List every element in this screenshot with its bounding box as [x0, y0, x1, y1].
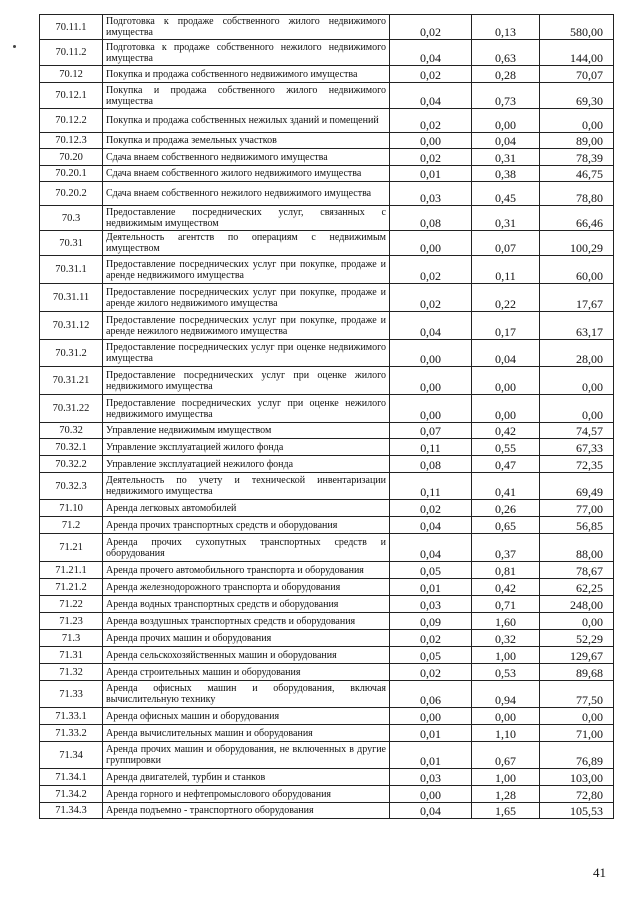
table-row [40, 562, 614, 579]
row-value-3: 69,30 [540, 83, 614, 109]
row-code: 71.33.1 [40, 708, 103, 725]
row-description: Аренда водных транспортных средств и оборудования [103, 596, 390, 613]
row-value-1: 0,00 [390, 340, 472, 367]
row-value-3: 76,89 [540, 742, 614, 769]
row-code: 71.23 [40, 613, 103, 630]
row-value-2: 1,00 [472, 769, 540, 786]
row-value-3: 77,00 [540, 500, 614, 517]
row-value-2: 0,31 [472, 149, 540, 166]
row-value-2: 1,00 [472, 647, 540, 664]
row-code: 71.2 [40, 517, 103, 534]
row-value-2: 0,11 [472, 256, 540, 284]
row-value-1: 0,01 [390, 725, 472, 742]
row-description: Аренда прочих машин и оборудования [103, 630, 390, 647]
row-value-3: 72,80 [540, 786, 614, 803]
row-value-2: 0,73 [472, 83, 540, 109]
row-value-3: 69,49 [540, 473, 614, 500]
row-value-1: 0,11 [390, 473, 472, 500]
row-value-1: 0,02 [390, 149, 472, 166]
row-value-3: 0,00 [540, 109, 614, 133]
row-value-2: 0,26 [472, 500, 540, 517]
row-code: 70.20 [40, 149, 103, 166]
row-value-1: 0,01 [390, 579, 472, 596]
row-value-1: 0,01 [390, 742, 472, 769]
row-code: 70.20.1 [40, 166, 103, 182]
row-value-2: 0,67 [472, 742, 540, 769]
row-code: 71.32 [40, 664, 103, 681]
row-value-2: 0,45 [472, 182, 540, 206]
table-row [40, 473, 614, 500]
row-value-2: 0,00 [472, 708, 540, 725]
row-value-2: 0,13 [472, 15, 540, 40]
row-value-3: 88,00 [540, 534, 614, 562]
row-value-1: 0,11 [390, 439, 472, 456]
table-row [40, 109, 614, 133]
row-value-1: 0,04 [390, 40, 472, 66]
row-code: 70.31.12 [40, 312, 103, 340]
row-value-3: 70,07 [540, 66, 614, 83]
row-value-3: 129,67 [540, 647, 614, 664]
row-code: 70.12.3 [40, 133, 103, 149]
row-value-1: 0,02 [390, 500, 472, 517]
table-row [40, 708, 614, 725]
row-value-3: 100,29 [540, 231, 614, 256]
row-value-1: 0,02 [390, 15, 472, 40]
row-description: Аренда воздушных транспортных средств и оборудования [103, 613, 390, 630]
row-value-2: 1,60 [472, 613, 540, 630]
row-description: Предоставление посреднических услуг при покупке, продаже и аренде нежилого недвижимого имущества [103, 312, 390, 340]
table-row [40, 803, 614, 819]
table-row [40, 456, 614, 473]
row-value-1: 0,03 [390, 596, 472, 613]
row-value-1: 0,03 [390, 769, 472, 786]
table-row [40, 133, 614, 149]
table-row [40, 613, 614, 630]
row-value-2: 1,65 [472, 803, 540, 819]
row-description: Предоставление посреднических услуг при покупке, продаже и аренде жилого недвижимого имущества [103, 284, 390, 312]
row-value-1: 0,02 [390, 630, 472, 647]
row-value-1: 0,04 [390, 312, 472, 340]
row-code: 70.32.3 [40, 473, 103, 500]
table-row [40, 256, 614, 284]
table-row [40, 395, 614, 423]
row-value-2: 0,28 [472, 66, 540, 83]
row-description: Управление эксплуатацией жилого фонда [103, 439, 390, 456]
row-description: Подготовка к продаже собственного нежилого недвижимого имущества [103, 40, 390, 66]
row-code: 70.32.1 [40, 439, 103, 456]
row-code: 71.22 [40, 596, 103, 613]
row-value-1: 0,00 [390, 367, 472, 395]
row-code: 70.12.1 [40, 83, 103, 109]
table-row [40, 500, 614, 517]
row-value-3: 144,00 [540, 40, 614, 66]
row-value-1: 0,01 [390, 166, 472, 182]
row-description: Предоставление посреднических услуг, связанных с недвижимым имуществом [103, 206, 390, 231]
row-value-2: 0,00 [472, 395, 540, 423]
table-row [40, 647, 614, 664]
row-value-1: 0,02 [390, 66, 472, 83]
row-value-2: 0,53 [472, 664, 540, 681]
table-row [40, 534, 614, 562]
table-row [40, 596, 614, 613]
row-description: Аренда двигателей, турбин и станков [103, 769, 390, 786]
row-code: 71.34.2 [40, 786, 103, 803]
table-row [40, 231, 614, 256]
row-value-3: 105,53 [540, 803, 614, 819]
row-code: 71.33.2 [40, 725, 103, 742]
row-value-3: 17,67 [540, 284, 614, 312]
row-value-2: 1,28 [472, 786, 540, 803]
row-code: 71.21.1 [40, 562, 103, 579]
table-row [40, 367, 614, 395]
row-description: Аренда прочих транспортных средств и оборудования [103, 517, 390, 534]
page-number: 41 [593, 865, 606, 880]
row-code: 70.32.2 [40, 456, 103, 473]
row-code: 70.20.2 [40, 182, 103, 206]
row-value-3: 89,00 [540, 133, 614, 149]
scan-speck [13, 45, 16, 48]
row-code: 70.31.1 [40, 256, 103, 284]
row-value-2: 0,17 [472, 312, 540, 340]
row-description: Покупка и продажа собственного недвижимого имущества [103, 66, 390, 83]
row-value-3: 248,00 [540, 596, 614, 613]
row-value-2: 0,04 [472, 340, 540, 367]
table-row [40, 769, 614, 786]
row-value-2: 0,47 [472, 456, 540, 473]
row-value-3: 74,57 [540, 423, 614, 439]
row-value-1: 0,00 [390, 786, 472, 803]
row-description: Аренда прочего автомобильного транспорта и оборудования [103, 562, 390, 579]
table-row [40, 664, 614, 681]
row-value-3: 0,00 [540, 708, 614, 725]
row-value-3: 78,67 [540, 562, 614, 579]
row-code: 70.31.21 [40, 367, 103, 395]
row-value-1: 0,09 [390, 613, 472, 630]
row-description: Покупка и продажа земельных участков [103, 133, 390, 149]
table-row [40, 579, 614, 596]
row-value-2: 0,55 [472, 439, 540, 456]
row-value-1: 0,02 [390, 284, 472, 312]
row-value-1: 0,02 [390, 109, 472, 133]
table-row [40, 40, 614, 66]
row-code: 70.12 [40, 66, 103, 83]
row-value-3: 0,00 [540, 395, 614, 423]
table-row [40, 66, 614, 83]
row-code: 71.34.1 [40, 769, 103, 786]
row-code: 70.3 [40, 206, 103, 231]
row-value-3: 72,35 [540, 456, 614, 473]
table-row [40, 423, 614, 439]
row-value-2: 0,81 [472, 562, 540, 579]
row-value-2: 0,38 [472, 166, 540, 182]
row-value-2: 0,65 [472, 517, 540, 534]
row-code: 70.12.2 [40, 109, 103, 133]
row-code: 70.31 [40, 231, 103, 256]
row-value-3: 0,00 [540, 367, 614, 395]
table-row [40, 517, 614, 534]
row-value-2: 0,31 [472, 206, 540, 231]
row-value-1: 0,04 [390, 803, 472, 819]
row-description: Сдача внаем собственного нежилого недвижимого имущества [103, 182, 390, 206]
row-value-1: 0,00 [390, 133, 472, 149]
rates-table-container [39, 14, 613, 819]
row-value-3: 0,00 [540, 613, 614, 630]
row-description: Подготовка к продаже собственного жилого недвижимого имущества [103, 15, 390, 40]
row-description: Аренда офисных машин и оборудования [103, 708, 390, 725]
row-code: 71.10 [40, 500, 103, 517]
row-code: 70.32 [40, 423, 103, 439]
table-row [40, 166, 614, 182]
row-value-1: 0,04 [390, 534, 472, 562]
table-row [40, 786, 614, 803]
row-value-1: 0,00 [390, 395, 472, 423]
row-description: Деятельность агентств по операциям с недвижимым имуществом [103, 231, 390, 256]
table-row [40, 742, 614, 769]
table-row [40, 284, 614, 312]
table-row [40, 15, 614, 40]
row-value-1: 0,08 [390, 456, 472, 473]
row-value-2: 0,42 [472, 579, 540, 596]
row-value-3: 60,00 [540, 256, 614, 284]
row-value-3: 63,17 [540, 312, 614, 340]
row-code: 71.34 [40, 742, 103, 769]
row-code: 71.21.2 [40, 579, 103, 596]
table-body [40, 15, 614, 819]
row-description: Сдача внаем собственного недвижимого имущества [103, 149, 390, 166]
row-value-3: 46,75 [540, 166, 614, 182]
row-value-2: 0,22 [472, 284, 540, 312]
row-value-3: 62,25 [540, 579, 614, 596]
row-value-3: 66,46 [540, 206, 614, 231]
row-value-2: 0,41 [472, 473, 540, 500]
row-value-2: 0,07 [472, 231, 540, 256]
row-description: Аренда вычислительных машин и оборудования [103, 725, 390, 742]
row-value-1: 0,02 [390, 664, 472, 681]
row-value-2: 0,42 [472, 423, 540, 439]
rates-table [39, 14, 614, 819]
row-value-1: 0,06 [390, 681, 472, 708]
row-description: Аренда горного и нефтепромыслового оборудования [103, 786, 390, 803]
row-value-3: 103,00 [540, 769, 614, 786]
row-description: Сдача внаем собственного жилого недвижимого имущества [103, 166, 390, 182]
row-value-3: 52,29 [540, 630, 614, 647]
row-code: 71.33 [40, 681, 103, 708]
row-code: 71.21 [40, 534, 103, 562]
row-value-2: 0,71 [472, 596, 540, 613]
table-row [40, 630, 614, 647]
row-value-2: 0,32 [472, 630, 540, 647]
row-description: Аренда легковых автомобилей [103, 500, 390, 517]
row-value-2: 0,37 [472, 534, 540, 562]
row-code: 70.11.1 [40, 15, 103, 40]
row-description: Предоставление посреднических услуг при оценке жилого недвижимого имущества [103, 367, 390, 395]
table-row [40, 340, 614, 367]
row-value-1: 0,02 [390, 256, 472, 284]
row-description: Предоставление посреднических услуг при оценке недвижимого имущества [103, 340, 390, 367]
row-value-3: 580,00 [540, 15, 614, 40]
row-code: 70.11.2 [40, 40, 103, 66]
row-value-1: 0,03 [390, 182, 472, 206]
row-description: Предоставление посреднических услуг при оценке нежилого недвижимого имущества [103, 395, 390, 423]
row-value-3: 28,00 [540, 340, 614, 367]
table-row [40, 312, 614, 340]
row-description: Управление эксплуатацией нежилого фонда [103, 456, 390, 473]
row-description: Предоставление посреднических услуг при покупке, продаже и аренде недвижимого имущества [103, 256, 390, 284]
row-value-1: 0,05 [390, 562, 472, 579]
row-description: Покупка и продажа собственного жилого недвижимого имущества [103, 83, 390, 109]
row-description: Аренда прочих машин и оборудования, не включенных в другие группировки [103, 742, 390, 769]
row-description: Аренда подъемно - транспортного оборудования [103, 803, 390, 819]
row-value-3: 71,00 [540, 725, 614, 742]
row-value-2: 0,00 [472, 367, 540, 395]
row-description: Аренда прочих сухопутных транспортных средств и оборудования [103, 534, 390, 562]
row-description: Аренда сельскохозяйственных машин и оборудования [103, 647, 390, 664]
row-code: 71.31 [40, 647, 103, 664]
row-description: Деятельность по учету и технической инвентаризации недвижимого имущества [103, 473, 390, 500]
row-value-1: 0,08 [390, 206, 472, 231]
row-description: Аренда строительных машин и оборудования [103, 664, 390, 681]
row-value-1: 0,00 [390, 708, 472, 725]
row-value-3: 56,85 [540, 517, 614, 534]
row-code: 70.31.11 [40, 284, 103, 312]
table-row [40, 439, 614, 456]
row-value-1: 0,05 [390, 647, 472, 664]
row-value-3: 78,39 [540, 149, 614, 166]
row-value-1: 0,04 [390, 517, 472, 534]
row-description: Аренда офисных машин и оборудования, включая вычислительную технику [103, 681, 390, 708]
row-value-1: 0,00 [390, 231, 472, 256]
table-row [40, 83, 614, 109]
row-value-2: 0,63 [472, 40, 540, 66]
row-value-1: 0,07 [390, 423, 472, 439]
row-code: 70.31.2 [40, 340, 103, 367]
table-row [40, 725, 614, 742]
row-code: 71.3 [40, 630, 103, 647]
row-code: 70.31.22 [40, 395, 103, 423]
row-value-1: 0,04 [390, 83, 472, 109]
row-value-3: 78,80 [540, 182, 614, 206]
row-code: 71.34.3 [40, 803, 103, 819]
row-value-2: 0,04 [472, 133, 540, 149]
row-description: Покупка и продажа собственных нежилых зданий и помещений [103, 109, 390, 133]
row-description: Аренда железнодорожного транспорта и оборудования [103, 579, 390, 596]
row-description: Управление недвижимым имуществом [103, 423, 390, 439]
table-row [40, 206, 614, 231]
row-value-2: 0,00 [472, 109, 540, 133]
row-value-3: 77,50 [540, 681, 614, 708]
table-row [40, 182, 614, 206]
row-value-3: 89,68 [540, 664, 614, 681]
table-row [40, 149, 614, 166]
row-value-3: 67,33 [540, 439, 614, 456]
row-value-2: 0,94 [472, 681, 540, 708]
table-row [40, 681, 614, 708]
row-value-2: 1,10 [472, 725, 540, 742]
